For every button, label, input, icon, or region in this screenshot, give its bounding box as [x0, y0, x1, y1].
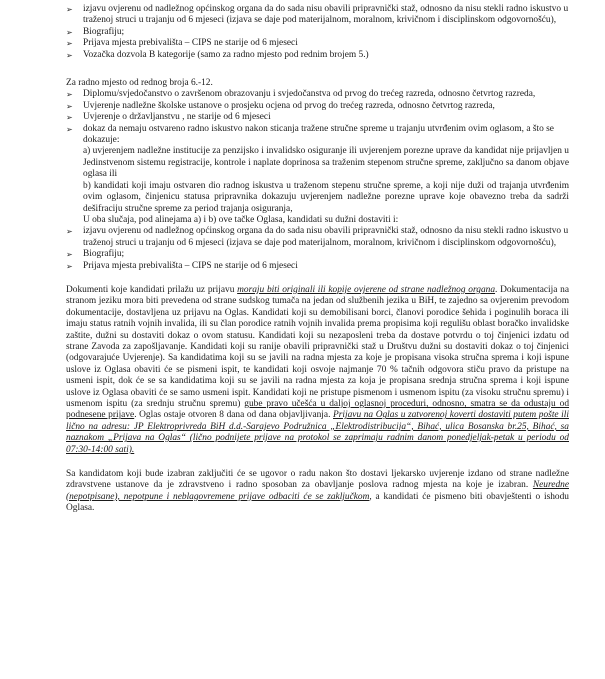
- list-item-text: Diplomu/svjedočanstvo o završenom obrazovanju i svjedočanstva od prvog do trećeg razreda, odnosno četvrtog razreda,: [83, 89, 536, 100]
- paragraph-text: . Dokumentacija na stranom jeziku mora biti prevedena od strane sudskog tumača na jedan od službenih jezika u BiH, te zajedno sa ovjerenim prevodom dokumentacije, dostavljena uz prijavu na Oglas. Kandidati koji su demobilisani borci, članovi porodice šehida i poginulih boraca ili imaju status ratnih vojnih invalida, ili su član porodice ratnih vojnih invalida prema propisima koji regulišu oblast boračko invalidske zaštite, dužni su dostaviti dokaz o ovom statusu. Kandidati koji su nezaposleni treba da dostave potvrdu o toj činjenici izdatu od strane Zavoda za zapošljavanje. Kandidati koji su ranije obavili pripravnički staž u Društvu dužni su dostaviti dokaz o toj činjenici (odgovarajuće Uvjerenje). Sa kandidatima koji su se javili na radna mjesta za koje je propisana visoka stručna sprema i koji ispune uslove iz Oglasa obaviti će se pismeni ispit, te kandidati koji osvoje najmanje 70 % tačnih odgovora stiču pravo da pristupe na usmeni ispit, dok će se sa kandidatima koji su se javili na radna mjesta za koja je propisana srednja stručna sprema i koji ispune uslove iz Oglasa obaviti će se samo usmeni ispit. Kandidati koji ne pristupe pismenom i usmenom ispitu (za visoku stručnu spremu) i usmenom ispitu (za srednju stručnu spremu): [66, 284, 569, 409]
- proof-option-b: b) kandidati koji imaju ostvaren dio radnog iskustva u traženom stepenu stručne spreme, a koji nije duži od trajanja utvrđenim ovim oglasom, činjenicu statusa pripravnika dokazuju uvjerenjem nadležne porezne uprave koje obavezno treba da sadrži dešifraciju stručne spreme za period trajanja osiguranja,: [83, 180, 569, 214]
- list-item-text: izjavu ovjerenu od nadležnog općinskog organa da do sada nisu obavili pripravnički staž, odnosno da nisu stekli radno iskustvo u traženoj struci u trajanju od 6 mjeseci (izjava se daje pod materijalnom, moralnom, krivičnom i disciplinskom odgovornošću),: [83, 4, 569, 26]
- list-item: [66, 261, 569, 272]
- arrow-bullet-icon: ➢: [66, 27, 73, 37]
- contract-paragraph: [66, 469, 569, 515]
- list-item-text: Biografiju;: [83, 26, 125, 37]
- list-item: [66, 27, 569, 38]
- proof-note: U oba slučaja, pod alinejama a) i b) ove tačke Oglasa, kandidati su dužni dostaviti i:: [83, 214, 399, 225]
- document-list-1: [66, 4, 569, 61]
- arrow-bullet-icon: ➢: [66, 227, 73, 237]
- documents-paragraph: [66, 285, 569, 456]
- list-item: [66, 89, 569, 100]
- section-heading: Za radno mjesto od rednog broja 6.-12.: [66, 78, 213, 89]
- arrow-bullet-icon: ➢: [66, 50, 73, 60]
- list-item-text: Biografiju;: [83, 249, 125, 260]
- arrow-bullet-icon: ➢: [66, 113, 73, 123]
- arrow-bullet-icon: ➢: [66, 250, 73, 260]
- list-item-text: izjavu ovjerenu od nadležnog općinskog organa da do sada nisu obavili pripravnički staž, odnosno da nisu stekli radno iskustvo u traženoj struci u trajanju od 6 mjeseci (izjava se daje pod materijalnom, moralnom, krivičnom i disciplinskom odgovornošću),: [83, 226, 569, 248]
- paragraph-text: , a kandidati će pismeno biti obavještenti o ishodu Oglasa.: [66, 491, 569, 514]
- list-item-text: Prijava mjesta prebivališta – CIPS ne starije od 6 mjeseci: [83, 38, 298, 49]
- submission-address: Prijavu na Oglas u zatvorenoj koverti dostaviti putem pošte ili lično na adresu: JP Elektroprivreda BiH d.d.-Sarajevo Podružnica „Elektrodistribucija“, Bihać, ulica Bosanska br.25, Bihać, sa naznakom „Prijava na Oglas“ (lično podnijete prijave na protokol se zaprimaju radnim danom ponedjeljak-petak u periodu od 07:30-14:00 sati).: [66, 410, 569, 455]
- proof-option-a: a) uvjerenjem nadležne institucije za penzijsko i invalidsko osiguranje ili uvjerenjem porezne uprave da kandidat nije prijavljen u Jedinstvenom sistemu registracije, kontrole i naplate doprinosa sa traženim stepenom stručne spreme, zaključno sa danom objave oglasa ili: [83, 146, 569, 180]
- list-item: [66, 4, 569, 27]
- list-item: [66, 226, 569, 249]
- arrow-bullet-icon: ➢: [66, 39, 73, 49]
- arrow-bullet-icon: ➢: [66, 90, 73, 100]
- rejection-rule: Neuredne (nepotpisane), nepotpune i neblagovremene prijave odbaciti će se zaključkom: [66, 480, 569, 502]
- list-item-text: dokaz da nemaju ostvareno radno iskustvo nakon sticanja tražene stručne spreme u trajanju utvrđenim ovim oglasom, a što se dokazuje:: [83, 123, 554, 146]
- arrow-bullet-icon: ➢: [66, 261, 73, 271]
- list-item-text: Uvjerenje nadležne školske ustanove o prosjeku ocjena od prvog do trećeg razreda, odnosno četvrtog razreda,: [83, 100, 495, 111]
- exam-absence-rule: gube pravo učešća u daljoj oglasnoj proceduri, odnosno, smatra se da odustaju od podnesene prijave: [66, 399, 570, 421]
- paragraph-text: Dokumenti koje kandidati prilažu uz prijavu: [66, 284, 238, 295]
- arrow-bullet-icon: ➢: [66, 5, 73, 14]
- list-item-text: Uvjerenje o državljanstvu , ne starije od 6 mjeseci: [83, 112, 271, 123]
- paragraph-text: Sa kandidatom koji bude izabran zaključiti će se ugovor o radu nakon što dostavi ljekarsko uvjerenje izdano od strane nadležne zdravstvene ustanove da je zdravstveno i radno sposoban za obavljanje poslova radnog mjesta na koje je izabran.: [66, 469, 569, 491]
- list-item: [66, 249, 569, 260]
- originals-requirement: moraju biti originali ili kopije ovjerene od strane nadležnog organa: [237, 284, 496, 295]
- list-item: [66, 124, 569, 227]
- document-list-2: [66, 89, 569, 272]
- list-item: [66, 101, 569, 112]
- list-item-text: Vozačka dozvola B kategorije (samo za radno mjesto pod rednim brojem 5.): [83, 49, 369, 60]
- paragraph-text: . Oglas ostaje otvoren 8 dana od dana objavljivanja.: [134, 410, 334, 421]
- list-item: [66, 112, 569, 123]
- arrow-bullet-icon: ➢: [66, 101, 73, 111]
- arrow-bullet-icon: ➢: [66, 124, 73, 134]
- list-item-text: Prijava mjesta prebivališta – CIPS ne starije od 6 mjeseci: [83, 260, 298, 271]
- list-item: [66, 38, 569, 49]
- list-item: [66, 50, 569, 61]
